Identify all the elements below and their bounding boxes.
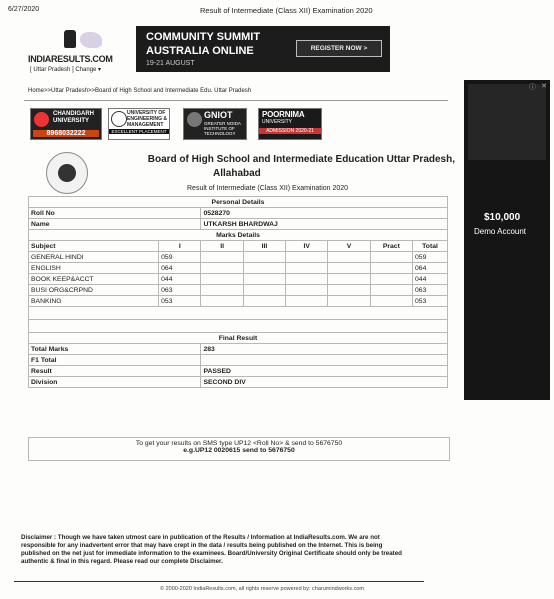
map-pin-icon bbox=[64, 30, 76, 48]
personal-heading: Personal Details bbox=[29, 197, 448, 208]
table-row bbox=[29, 296, 448, 307]
total-cell: 044 bbox=[413, 274, 448, 285]
subject-cell: GENERAL HINDI bbox=[29, 252, 159, 263]
table-row bbox=[29, 285, 448, 296]
breadcrumb[interactable]: Home>>Uttar Pradesh>>Board of High School and Intermediate Edu. Uttar Pradesh bbox=[28, 88, 252, 94]
print-date: 6/27/2020 bbox=[8, 6, 40, 13]
total-cell: 063 bbox=[413, 285, 448, 296]
subject-cell: ENGLISH bbox=[29, 263, 159, 274]
gniot-name: GNIOT bbox=[204, 110, 233, 120]
f1-total-value bbox=[201, 355, 448, 366]
uem-name: UNIVERSITY OF ENGINEERING & MANAGEMENT bbox=[127, 110, 168, 128]
marks-heading: Marks Details bbox=[29, 230, 448, 241]
col-subject: Subject bbox=[29, 241, 159, 252]
col-ii: II bbox=[201, 241, 243, 252]
uem-seal-icon bbox=[111, 111, 127, 127]
col-pract: Pract bbox=[370, 241, 412, 252]
board-city: Allahabad bbox=[213, 168, 261, 179]
poornima-name: POORNIMA bbox=[262, 110, 305, 119]
mark-cell: 044 bbox=[159, 274, 201, 285]
close-icon[interactable]: ✕ bbox=[541, 83, 547, 90]
gniot-ad[interactable] bbox=[183, 108, 247, 140]
table-row bbox=[29, 263, 448, 274]
sms-line-1: To get your results on SMS type UP12 <Roll No> & send to 5676750 bbox=[135, 440, 343, 447]
cu-name: CHANDIGARH UNIVERSITY bbox=[53, 111, 94, 124]
poornima-ad[interactable] bbox=[258, 108, 322, 140]
f1-total-label: F1 Total bbox=[29, 355, 201, 366]
print-title: Result of Intermediate (Class XII) Examination 2020 bbox=[200, 6, 373, 15]
divider bbox=[24, 100, 448, 101]
gniot-sub: GREATER NOIDA INSTITUTE OF TECHNOLOGY bbox=[204, 121, 241, 136]
mark-cell: 064 bbox=[159, 263, 201, 274]
col-v: V bbox=[328, 241, 370, 252]
ad-image bbox=[468, 84, 546, 160]
mark-cell: 059 bbox=[159, 252, 201, 263]
poornima-sub: UNIVERSITY bbox=[262, 119, 293, 125]
table-row bbox=[29, 274, 448, 285]
final-heading: Final Result bbox=[29, 333, 448, 344]
result-label: Result bbox=[29, 366, 201, 377]
footer-copyright: © 2000-2020 IndiaResults.com, all rights reserve powered by: charumindworks.com bbox=[160, 586, 364, 592]
side-ad[interactable] bbox=[464, 80, 550, 400]
division-value: SECOND DIV bbox=[201, 377, 448, 388]
subject-cell: BOOK KEEP&ACCT bbox=[29, 274, 159, 285]
sms-line-2: e.g.UP12 0020615 send to 5676750 bbox=[183, 447, 295, 454]
col-i: I bbox=[159, 241, 201, 252]
roll-label: Roll No bbox=[29, 208, 201, 219]
total-marks-value: 283 bbox=[201, 344, 448, 355]
ad-line-1: COMMUNITY SUMMIT bbox=[146, 31, 261, 43]
up-map-icon bbox=[80, 32, 102, 48]
exam-title: Result of Intermediate (Class XII) Examination 2020 bbox=[187, 185, 349, 192]
gniot-seal-icon bbox=[187, 112, 202, 127]
poornima-admission: ADMISSION 2020-21 bbox=[259, 128, 321, 134]
cu-phone: 8968032222 bbox=[33, 130, 99, 137]
total-cell: 064 bbox=[413, 263, 448, 274]
ad-line-3: 19-21 AUGUST bbox=[146, 60, 195, 67]
ad-label: Demo Account bbox=[474, 227, 527, 236]
marks-header-row bbox=[29, 241, 448, 252]
table-row bbox=[29, 252, 448, 263]
subject-cell: BANKING bbox=[29, 296, 159, 307]
name-label: Name bbox=[29, 219, 201, 230]
subject-cell: BUSI ORG&CRPND bbox=[29, 285, 159, 296]
division-label: Division bbox=[29, 377, 201, 388]
chandigarh-university-ad[interactable] bbox=[30, 108, 102, 140]
ad-info-icon[interactable]: ⓘ bbox=[529, 84, 536, 91]
mark-cell: 053 bbox=[159, 296, 201, 307]
site-logo[interactable] bbox=[28, 30, 123, 78]
uem-tag: EXCELLENT PLACEMENT bbox=[109, 129, 169, 134]
roll-value: 0528270 bbox=[201, 208, 448, 219]
disclaimer: Disclaimer : Though we have taken utmost care in publication of the Results / Information at IndiaResults.com. We are not responsible for any inadvertent error that may have crept in the data / results being published on the Internet. This is being published on the net just for immediate information to the examinees. Board/University Original Certificate should only be treated authentic & final in this regard. Please read our complete Disclaimer. bbox=[21, 534, 402, 565]
logo-text: INDIARESULTS.COM bbox=[28, 54, 113, 64]
board-name: Board of High School and Intermediate Education Uttar Pradesh, bbox=[147, 154, 455, 165]
sms-info-box bbox=[28, 437, 450, 461]
ad-banner[interactable] bbox=[136, 26, 390, 72]
ad-line-2: AUSTRALIA ONLINE bbox=[146, 45, 254, 57]
total-marks-label: Total Marks bbox=[29, 344, 201, 355]
total-cell: 053 bbox=[413, 296, 448, 307]
up-board-emblem-icon bbox=[46, 152, 88, 194]
uem-ad[interactable] bbox=[108, 108, 170, 140]
register-now-button[interactable]: REGISTER NOW > bbox=[296, 40, 382, 57]
result-table bbox=[28, 196, 448, 388]
result-value: PASSED bbox=[201, 366, 448, 377]
cu-seal-icon bbox=[34, 112, 49, 127]
col-iii: III bbox=[243, 241, 285, 252]
name-value: UTKARSH BHARDWAJ bbox=[201, 219, 448, 230]
ad-amount: $10,000 bbox=[484, 212, 521, 223]
col-total: Total bbox=[413, 241, 448, 252]
col-iv: IV bbox=[286, 241, 328, 252]
total-cell: 059 bbox=[413, 252, 448, 263]
mark-cell: 063 bbox=[159, 285, 201, 296]
footer-divider bbox=[14, 581, 424, 582]
region-selector[interactable]: [ Uttar Pradesh ] Change ▾ bbox=[30, 67, 102, 73]
